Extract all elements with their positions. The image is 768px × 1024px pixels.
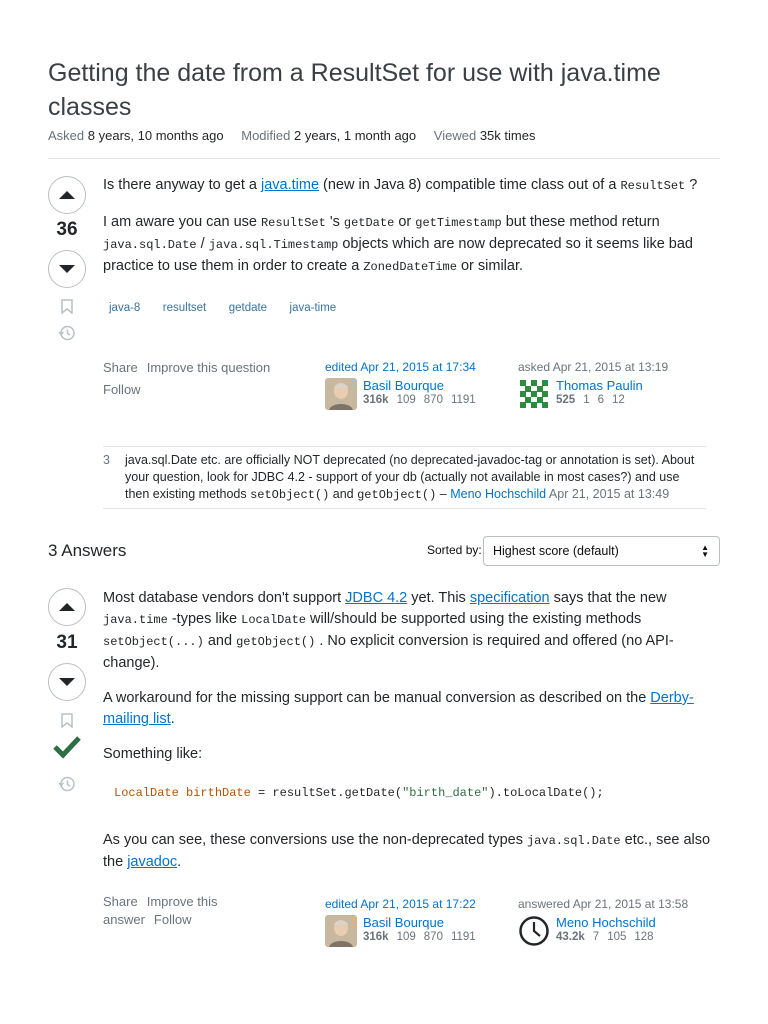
- answer-downvote-button[interactable]: [48, 663, 86, 701]
- gold-badges: 7: [592, 931, 600, 943]
- avatar[interactable]: [325, 915, 357, 947]
- bronze-badges: 1191: [450, 394, 476, 406]
- editor-name[interactable]: Basil Bourque: [363, 915, 444, 930]
- share-link[interactable]: Share: [103, 360, 138, 375]
- question-score: 36: [56, 219, 78, 240]
- text: objects which are now deprecated so it seems like bad practice to use them in order to create a: [103, 236, 693, 274]
- answer-score: 31: [56, 632, 78, 653]
- question-paragraph-2: [103, 212, 718, 278]
- text: Is there anyway to get a: [103, 177, 261, 193]
- asker-name[interactable]: Thomas Paulin: [556, 378, 643, 393]
- text: .: [177, 854, 182, 870]
- text: or similar.: [456, 258, 524, 274]
- inline-code: ResultSet: [620, 179, 686, 193]
- text: yet. This: [407, 590, 470, 606]
- asker-signature: [518, 360, 718, 410]
- modified-label: Modified: [241, 128, 291, 143]
- arrow-up-icon: [59, 603, 75, 611]
- question-paragraph-1: [103, 175, 718, 197]
- answer-body: [103, 588, 715, 765]
- question-downvote-button[interactable]: [48, 250, 86, 288]
- javadoc-link[interactable]: javadoc: [127, 854, 178, 870]
- silver-badges: 870: [423, 394, 443, 406]
- question-meta: [48, 128, 549, 143]
- silver-badges: 870: [423, 931, 443, 943]
- reputation-score: 316k: [363, 931, 389, 943]
- comment-text: and: [329, 487, 358, 501]
- answer-paragraph-4: [103, 830, 715, 873]
- comment-divider-top: [103, 446, 706, 447]
- text: (new in Java 8) compatible time class out of a: [319, 177, 621, 193]
- avatar[interactable]: [518, 378, 550, 410]
- text: ?: [685, 177, 698, 193]
- share-link[interactable]: Share: [103, 894, 138, 909]
- follow-link[interactable]: Follow: [103, 382, 141, 397]
- inline-code: getObject(): [236, 635, 316, 649]
- inline-code: LocalDate: [241, 613, 306, 627]
- tag-java-time[interactable]: java-time: [284, 299, 343, 317]
- text: /: [196, 236, 209, 252]
- edited-timestamp[interactable]: edited Apr 21, 2015 at 17:22: [325, 897, 476, 911]
- reputation-score: 43.2k: [556, 931, 585, 943]
- code-block: [104, 778, 720, 810]
- answer-paragraph-1: [103, 588, 715, 674]
- specification-link[interactable]: specification: [469, 590, 550, 606]
- jdbc-link[interactable]: JDBC 4.2: [345, 590, 408, 606]
- code-string: "birth_date": [402, 786, 489, 800]
- follow-link[interactable]: Follow: [153, 912, 192, 927]
- inline-code: getDate: [343, 216, 395, 230]
- inline-code: setObject(): [250, 488, 330, 502]
- comment: [103, 452, 703, 504]
- tag-java-8[interactable]: java-8: [103, 299, 146, 317]
- asked-value: 8 years, 10 months ago: [87, 128, 224, 143]
- inline-code: java.time: [103, 613, 168, 627]
- text: -types like: [167, 611, 242, 627]
- question-upvote-button[interactable]: [48, 176, 86, 214]
- text: . No explicit conversion is required and offered (no API-change).: [103, 633, 674, 671]
- text: says that the new: [549, 590, 667, 606]
- code-type: LocalDate: [114, 786, 179, 800]
- viewed-value: 35k times: [479, 128, 536, 143]
- viewed-label: Viewed: [433, 128, 477, 143]
- text: but these method return: [501, 214, 660, 230]
- code-expression-end: ).toLocalDate();: [488, 786, 604, 800]
- comment-date[interactable]: Apr 21, 2015 at 13:49: [546, 487, 670, 501]
- tag-resultset[interactable]: resultset: [157, 299, 212, 317]
- accepted-checkmark-icon: [53, 735, 81, 759]
- silver-badges: 6: [597, 394, 604, 406]
- editor-signature: [325, 360, 505, 410]
- inline-code: ResultSet: [260, 216, 326, 230]
- arrow-down-icon: [59, 678, 75, 686]
- edited-timestamp[interactable]: edited Apr 21, 2015 at 17:34: [325, 360, 476, 374]
- answers-count: 3 Answers: [48, 541, 127, 560]
- arrow-up-icon: [59, 191, 75, 199]
- bronze-badges: 1191: [450, 931, 476, 943]
- arrow-down-icon: [59, 265, 75, 273]
- sort-label: Sorted by:: [427, 543, 482, 557]
- inline-code: ZonedDateTime: [363, 260, 457, 274]
- text: will/should be supported using the existing methods: [305, 611, 642, 627]
- improve-answer-link[interactable]: Improve this answer: [103, 894, 218, 927]
- tag-list: [103, 298, 348, 317]
- avatar[interactable]: [325, 378, 357, 410]
- answered-timestamp[interactable]: answered Apr 21, 2015 at 13:58: [518, 897, 689, 911]
- code-expression: = resultSet.getDate(: [250, 786, 403, 800]
- question-title[interactable]: Getting the date from a ResultSet for use with java.time classes: [48, 59, 661, 121]
- clock-avatar-icon[interactable]: [518, 915, 550, 947]
- question-actions: [103, 357, 303, 401]
- answer-upvote-button[interactable]: [48, 588, 86, 626]
- asked-label: Asked: [48, 128, 85, 143]
- silver-badges: 105: [607, 931, 627, 943]
- modified-value[interactable]: 2 years, 1 month ago: [294, 128, 417, 143]
- history-icon[interactable]: [57, 774, 77, 794]
- text: .: [170, 711, 175, 727]
- inline-code: getTimestamp: [415, 216, 502, 230]
- answer-paragraph-3: Something like:: [103, 746, 203, 762]
- sort-select-value: Highest score (default): [493, 544, 619, 558]
- text: 's: [325, 214, 344, 230]
- bronze-badges: 128: [634, 931, 654, 943]
- answerer-name[interactable]: Meno Hochschild: [556, 915, 656, 930]
- asked-timestamp[interactable]: asked Apr 21, 2015 at 13:19: [518, 360, 669, 374]
- sort-select[interactable]: [483, 536, 720, 566]
- answer-editor-signature: [325, 897, 505, 947]
- text: and: [203, 633, 237, 649]
- java-time-link[interactable]: java.time: [260, 177, 320, 193]
- text: As you can see, these conversions use the non-deprecated types: [103, 832, 527, 848]
- comment-score: 3: [103, 453, 110, 467]
- comment-text: java.sql.Date etc. are officially NOT deprecated (no deprecated-javadoc-tag or annotation is set). About your question, look for JDBC 4.2 - support of your db (actually not available in most cases?) and use then existing methods: [125, 453, 695, 501]
- improve-question-link[interactable]: Improve this question: [146, 360, 271, 375]
- reputation-score: 525: [556, 394, 576, 406]
- inline-code: getObject(): [357, 488, 437, 502]
- editor-name[interactable]: Basil Bourque: [363, 378, 444, 393]
- code-variable: birthDate: [178, 786, 251, 800]
- header-divider: [48, 158, 720, 159]
- derby-mailing-list-link[interactable]: Derby-mailing list: [103, 690, 694, 727]
- gold-badges: 109: [396, 394, 416, 406]
- answer-paragraph-2: [103, 688, 715, 730]
- bronze-badges: 12: [612, 394, 625, 406]
- comment-dash: –: [436, 487, 451, 501]
- tag-getdate[interactable]: getdate: [223, 299, 273, 317]
- gold-badges: 1: [583, 394, 590, 406]
- inline-code: java.sql.Date: [103, 238, 197, 252]
- text: etc., see also the: [103, 832, 711, 870]
- text: or: [394, 214, 416, 230]
- reputation-score: 316k: [363, 394, 389, 406]
- bookmark-icon[interactable]: [57, 710, 77, 730]
- select-arrows-icon: ▲ ▼: [701, 543, 709, 559]
- inline-code: java.sql.Timestamp: [208, 238, 339, 252]
- text: I am aware you can use: [103, 214, 261, 230]
- gold-badges: 109: [396, 931, 416, 943]
- inline-code: setObject(...): [103, 635, 204, 649]
- answerer-signature: [518, 897, 718, 947]
- question-body: [103, 175, 718, 278]
- comment-body: [125, 452, 703, 504]
- answer-paragraph-4-text: [103, 830, 715, 873]
- text: A workaround for the missing support can be manual conversion as described on the: [103, 690, 651, 706]
- text: Most database vendors don't support: [103, 590, 346, 606]
- answer-actions: [103, 893, 318, 929]
- inline-code: java.sql.Date: [526, 834, 621, 848]
- comment-user-link[interactable]: Meno Hochschild: [450, 487, 547, 501]
- history-icon[interactable]: [57, 323, 77, 343]
- bookmark-icon[interactable]: [57, 296, 77, 316]
- comment-divider-bottom: [103, 508, 706, 509]
